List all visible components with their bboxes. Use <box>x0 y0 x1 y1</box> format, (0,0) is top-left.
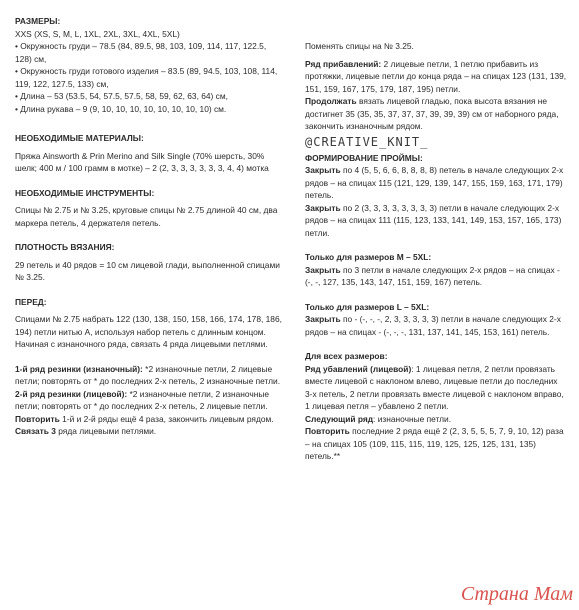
length-size: • Длина – 53 (53.5, 54, 57.5, 57.5, 58, 59, 62, 63, 64) см, <box>15 91 228 101</box>
m-5xl-heading-text: Только для размеров M – 5XL: <box>305 252 432 262</box>
all-sizes-heading-text: Для всех размеров: <box>305 351 388 361</box>
decrease-label: Ряд убавлений (лицевой) <box>305 363 412 374</box>
repeat-text: 1-й и 2-й ряды ещё 4 раза, закончить лицевым рядом. <box>59 413 274 424</box>
l-5xl-close-text: по - (-, -, -, 2, 3, 3, 3, 3, 3) петли в начале следующих 2-х рядов – на спицах - (-, -, -, 131, 137, 141, 145, 153, 161) петель. <box>305 314 561 337</box>
increase-text: 2 лицевые петли, 1 петлю прибавить из протяжки, лицевые петли до конца ряда – на спицах 123 (131, 139, 151, 159, 167, 175, 179, 187, 195) петли. <box>305 58 567 94</box>
left-column <box>15 15 285 438</box>
front-cast-on: Спицами № 2.75 набрать 122 (130, 138, 150, 158, 166, 174, 178, 186, 194) петли нитью А, используя набор петель с длинным концом. <box>15 314 282 337</box>
sleeve-size: • Длина рукава – 9 (9, 10, 10, 10, 10, 10, 10, 10, 10) см. <box>15 103 227 114</box>
rib-row-2-label: 2-й ряд резинки (лицевой): <box>15 388 128 399</box>
increase-row <box>305 58 567 96</box>
next-row-text: : изнаночные петли. <box>373 413 452 424</box>
gauge-heading: ПЛОТНОСТЬ ВЯЗАНИЯ: <box>15 242 115 252</box>
front-heading: ПЕРЕД: <box>15 296 47 307</box>
armhole-close-2-text: по 2 (3, 3, 3, 3, 3, 3, 3, 3) петли в начале следующих 2-х рядов – на спицах 111 (115, 123, 133, 141, 149, 153, 157, 165, 173) петли. <box>305 202 562 238</box>
chest-size: • Окружность груди – 78.5 (84, 89.5, 98, 103, 109, 114, 117, 122.5, 128) см, <box>15 41 267 64</box>
front-start: Начиная с изнаночного ряда, связать 4 ряда лицевыми петлями. <box>15 339 268 349</box>
next-row-label: Следующий ряд <box>305 413 374 424</box>
rib-row-2-text: *2 изнаночные петли, 2 изнаночные петли; повторять от * до последних 2-х петель, 2 лицевые петли. <box>15 388 270 411</box>
m-5xl-close-text: по 3 петли в начале следующих 2-х рядов – на спицах - (-, -, 127, 135, 143, 147, 151, 159, 167) петель. <box>305 264 560 287</box>
materials-text: Пряжа Ainsworth & Prin Merino and Silk Single (70% шерсть, 30% шелк; 400 м / 100 грамм в мотке) – 2 (2, 3, 3, 3, 3, 3, 3, 4, 4) мотка <box>15 150 269 173</box>
repeat-last-rows <box>305 425 567 463</box>
increase-label: Ряд прибавлений: <box>305 58 382 69</box>
armhole-close-2-label: Закрыть <box>305 202 341 213</box>
rib-row-2 <box>15 388 285 413</box>
armhole-heading: ФОРМИРОВАНИЕ ПРОЙМЫ: <box>305 152 423 163</box>
armhole-close-2 <box>305 202 567 240</box>
decrease-text: : 1 лицевая петля, 2 петли провязать вместе лицевой с наклоном влево, лицевые петли до последних 3-х петель, 2 петли провязать вместе лицевой с наклоном вправо, 1 лицевая петля – убавлено 2 петли. <box>305 363 564 411</box>
repeat-rows <box>15 413 285 426</box>
materials-heading: НЕОБХОДИМЫЕ МАТЕРИАЛЫ: <box>15 133 144 143</box>
tools-heading: НЕОБХОДИМЫЕ ИНСТРУМЕНТЫ: <box>15 187 155 198</box>
bind-label: Связать 3 <box>15 426 56 436</box>
sizes-list: XXS (XS, S, M, L, 1XL, 2XL, 3XL, 4XL, 5XL) <box>15 28 180 39</box>
all-sizes-heading <box>305 350 567 363</box>
bind-rows <box>15 425 285 438</box>
repeat-last-label: Повторить <box>305 426 350 436</box>
gauge-text: 29 петель и 40 рядов = 10 см лицевой глади, выполненной спицами № 3.25. <box>15 259 280 282</box>
site-logo: Страна Мам <box>460 582 573 605</box>
armhole-close-1-text: по 4 (5, 5, 6, 6, 8, 8, 8, 8) петель в начале следующих 2-х рядов – на спицах 115 (121, 129, 139, 147, 155, 159, 163, 171, 179) петель. <box>305 165 564 200</box>
rib-row-1-label: 1-й ряд резинки (изнаночный): <box>15 363 143 374</box>
continue-row <box>305 95 567 133</box>
repeat-last-text: последние 2 ряда ещё 2 (2, 3, 5, 5, 5, 7, 9, 10, 12) раза – на спицах 105 (109, 115, 115, 119, 125, 125, 125, 131, 135) петель.** <box>305 426 564 461</box>
sizes-heading: РАЗМЕРЫ: <box>15 16 61 26</box>
armhole-close-1-label: Закрыть <box>305 165 341 175</box>
l-5xl-heading-text: Только для размеров L – 5XL: <box>305 301 430 312</box>
decrease-row <box>305 363 567 413</box>
next-row <box>305 413 567 426</box>
continue-text: вязать лицевой гладью, пока высота вязания не достигнет 35 (35, 35, 37, 37, 37, 39, 39, 39) см от наборного ряда, закончить изнаночным рядом. <box>305 96 559 131</box>
continue-label: Продолжать <box>305 96 357 106</box>
watermark: @CREATIVE_KNIT_ <box>305 135 429 149</box>
right-column <box>305 40 567 463</box>
l-5xl-heading <box>305 301 567 314</box>
repeat-label: Повторить <box>15 413 60 424</box>
m-5xl-heading <box>305 251 567 264</box>
m-5xl-close-label: Закрыть <box>305 264 341 275</box>
l-5xl-close-label: Закрыть <box>305 314 341 324</box>
tools-text: Спицы № 2.75 и № 3.25, круговые спицы № 2.75 длиной 40 см, два маркера петель, 4 держателя петель. <box>15 205 278 228</box>
armhole-close-1 <box>305 164 567 202</box>
bind-text: ряда лицевыми петлями. <box>55 426 157 436</box>
rib-row-1 <box>15 363 285 388</box>
m-5xl-close <box>305 264 567 289</box>
rib-row-1-text: *2 изнаночные петли, 2 лицевые петли; повторять от * до последних 2-х петель, 2 изнаночные петли. <box>15 363 281 386</box>
chest-finished-size: • Окружность груди готового изделия – 83.5 (89, 94.5, 103, 108, 114, 119, 122, 127.5, 133) см, <box>15 66 278 89</box>
needles-change: Поменять спицы на № 3.25. <box>305 41 414 51</box>
l-5xl-close <box>305 313 567 338</box>
